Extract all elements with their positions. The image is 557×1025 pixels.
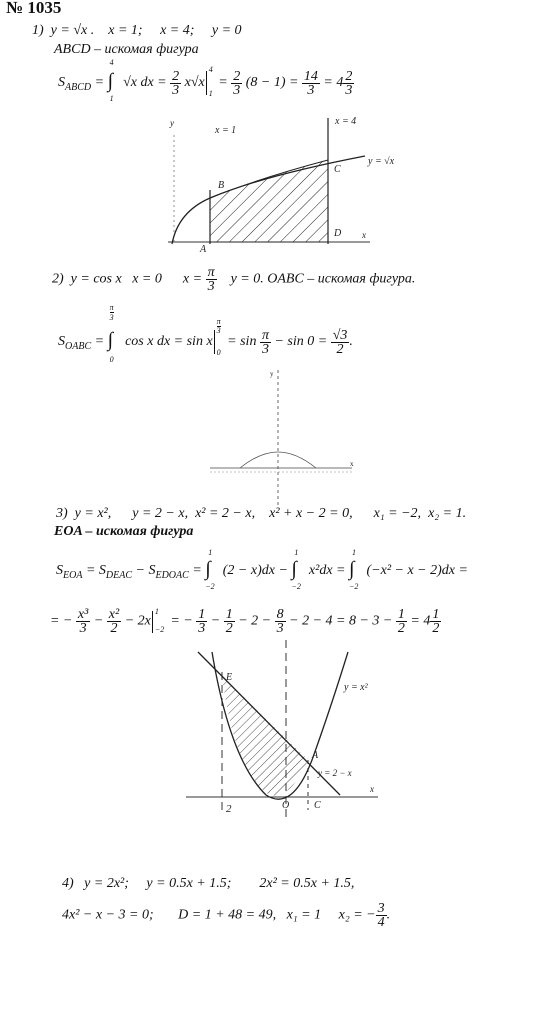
fraction: $\frac{1}{2}$ [432, 607, 440, 636]
text: = 4 [410, 613, 431, 629]
area-symbol: S [56, 563, 63, 579]
integral-sign: 1 ∫ −2 [349, 548, 359, 591]
graph1-shaded-region [210, 160, 328, 242]
eval-bar: 4 1 [206, 71, 215, 95]
area-symbol: S [58, 75, 65, 91]
condition: x² + x − 2 = 0, [269, 506, 353, 521]
fraction: $\frac{2}{3}$ [233, 68, 241, 98]
integral-sign: 1 ∫ −2 [205, 548, 215, 591]
lower-limit: 0 [109, 355, 114, 364]
label-B: B [218, 180, 225, 191]
step-text: (8 − 1) = [245, 75, 299, 91]
area-subscript: ABCD [65, 82, 92, 94]
condition: x = 1; [108, 23, 143, 38]
text: = − [170, 613, 193, 629]
integral-sign: 1 ∫ −2 [291, 548, 301, 591]
part3-conditions [56, 506, 466, 522]
lower-limit: 1 [109, 94, 114, 103]
condition: 2x² = 0.5x + 1.5, [259, 876, 355, 891]
part1-label: 1) [32, 23, 44, 38]
label-x4: x = 4 [335, 116, 357, 127]
part2-conditions [52, 266, 415, 293]
label-D: D [334, 228, 342, 239]
part3-computation: = − $\frac{\text{x³}}{3}$ − $\frac{\text{x²}}{2}$ − 2x 1 −2 = − $\frac{1}{3}$ − $\frac{1}{2}$ − 2 − $\frac{8}{3}$ − 2 − 4 = 8 − 3 − $\frac{1}{2}$ = 4 $\frac{1}{2}$ [50, 606, 440, 636]
fraction: $\frac{1}{3}$ [198, 607, 206, 636]
part2-caption: OABC – искомая фигура. [267, 271, 416, 287]
eval-bar: 1 −2 [152, 611, 167, 633]
discriminant: D = 1 + 48 = 49, [178, 907, 277, 923]
integral2: x²dx = [308, 563, 346, 579]
integral-sign: 4 ∫ 1 [107, 58, 114, 103]
graph2-yaxis: y [270, 370, 274, 378]
fraction: $\frac{\text{x²}}{2}$ [108, 607, 120, 636]
graph2-xaxis: x [350, 460, 354, 468]
label-E: E [226, 672, 233, 683]
label-O: O [282, 800, 290, 811]
subscript: DEAC [105, 570, 133, 582]
graph3 [186, 640, 378, 820]
text: − 2 − 4 = 8 − 3 − [289, 613, 393, 629]
fraction: $\frac{8}{3}$ [276, 607, 284, 636]
integrand: cos x dx = sin x [125, 334, 213, 350]
part2-label: 2) [52, 271, 64, 287]
integrand: √x dx = [123, 75, 167, 91]
fraction: $\frac{2}{3}$ [172, 68, 180, 98]
fraction: $\frac{14}{3}$ [303, 68, 318, 98]
part3-area-formula: $S_{EOA} = S_{DEAC} - S_{EDOAC}$ = 1 ∫ −2 (2 − x)dx − 1 ∫ −2 x²dx = 1 ∫ −2 (−x² − x − 2)dx = [56, 548, 468, 591]
upper-limit: 4 [109, 58, 114, 67]
label-line: y = 2 − x [318, 768, 352, 778]
part1-area-formula: $S_{ABCD}$ = 4 ∫ 1 √x dx = $\frac{2}{3}$ x√x 4 1 = $\frac{2}{3}$ (8 − 1) = $\frac{14}{3}$ = 4 $\frac{2}{3}$ [58, 58, 353, 103]
problem-number: № 1035 [6, 0, 62, 17]
part4-label: 4) [62, 876, 74, 891]
part4-solution: 4x² − x − 3 = 0; D = 1 + 48 = 49, x₁ = 1 x₂ = − $\frac{3}{4}$ . [62, 901, 391, 930]
area-symbol: S [58, 334, 65, 350]
label-D: 2 [226, 803, 232, 815]
subscript: EOA [63, 570, 83, 582]
factor-tail: x√x [184, 75, 205, 91]
fraction: $\frac{\pi}{3}$ [261, 327, 269, 357]
label-A: A [312, 750, 319, 761]
area-subscript: OABC [65, 341, 92, 353]
part4-conditions [62, 876, 354, 892]
eval-bar: π 3 0 [214, 330, 224, 354]
root2: x₂ = − [338, 907, 376, 923]
text: − 2 − [238, 613, 272, 629]
label-xaxis: x [362, 230, 366, 240]
area-symbol: S [98, 563, 106, 579]
graph2 [210, 370, 354, 505]
condition: y = √x . [50, 23, 95, 38]
condition: y = x², [74, 506, 112, 521]
condition: y = 0. [230, 271, 264, 287]
subscript: EDOAC [155, 570, 189, 582]
equation: 4x² − x − 3 = 0; [62, 907, 154, 923]
fraction: $\frac{2}{3}$ [345, 68, 353, 98]
area-symbol: S [148, 563, 156, 579]
fraction: $\frac{3}{4}$ [377, 901, 385, 930]
integral3: (−x² − x − 2)dx = [366, 563, 468, 579]
part3-label: 3) [56, 506, 68, 521]
text: = − [50, 613, 73, 629]
fraction: $\frac{\pi}{3}$ [207, 265, 215, 294]
part3-caption: EOA – искомая фигура [54, 524, 194, 539]
result-whole: = 4 [323, 75, 344, 91]
text: − 2x [124, 613, 151, 629]
condition: x₁ = −2, [373, 506, 422, 521]
condition: y = 0 [211, 23, 242, 38]
fraction: $\frac{1}{2}$ [397, 607, 405, 636]
part2-area-formula: $S_{OABC}$ = π 3 ∫ 0 cos x dx = sin x π 3 0 = sin $\frac{\pi}{3}$ − sin 0 = $\frac{√3}{2}$ . [58, 303, 353, 364]
condition: x = [182, 271, 203, 287]
label-C: C [314, 800, 321, 811]
middle-text: = sin [227, 334, 257, 350]
label-parabola: y = x² [344, 682, 368, 693]
graph3-shaded-region [222, 676, 308, 796]
label-x1: x = 1 [215, 125, 237, 136]
root1: x₁ = 1 [286, 907, 322, 923]
condition: y = 0.5x + 1.5; [146, 876, 232, 891]
label-xaxis: x [370, 784, 374, 794]
condition: y = cos x [70, 271, 122, 287]
label-yaxis: y [170, 118, 174, 128]
condition: y = 2 − x, [132, 506, 189, 521]
fraction: $\frac{1}{2}$ [225, 607, 233, 636]
condition: x = 4; [160, 23, 195, 38]
condition: y = 2x²; [84, 876, 129, 891]
result-fraction: $\frac{√3}{2}$ [332, 327, 348, 357]
minus-sin0: − sin 0 = [274, 334, 328, 350]
fraction: $\frac{\text{x³}}{3}$ [77, 607, 89, 636]
condition: x = 0 [132, 271, 162, 287]
upper-limit: π 3 [109, 303, 114, 322]
condition: x₂ = 1. [428, 506, 467, 521]
part1-caption: ABCD – искомая фигура [54, 42, 199, 57]
integral-sign: π 3 ∫ 0 [107, 303, 114, 364]
condition: x² = 2 − x, [195, 506, 256, 521]
label-A: A [200, 244, 207, 255]
label-C: C [334, 164, 341, 175]
integral1: (2 − x)dx − [222, 563, 288, 579]
label-curve: y = √x [368, 156, 395, 167]
